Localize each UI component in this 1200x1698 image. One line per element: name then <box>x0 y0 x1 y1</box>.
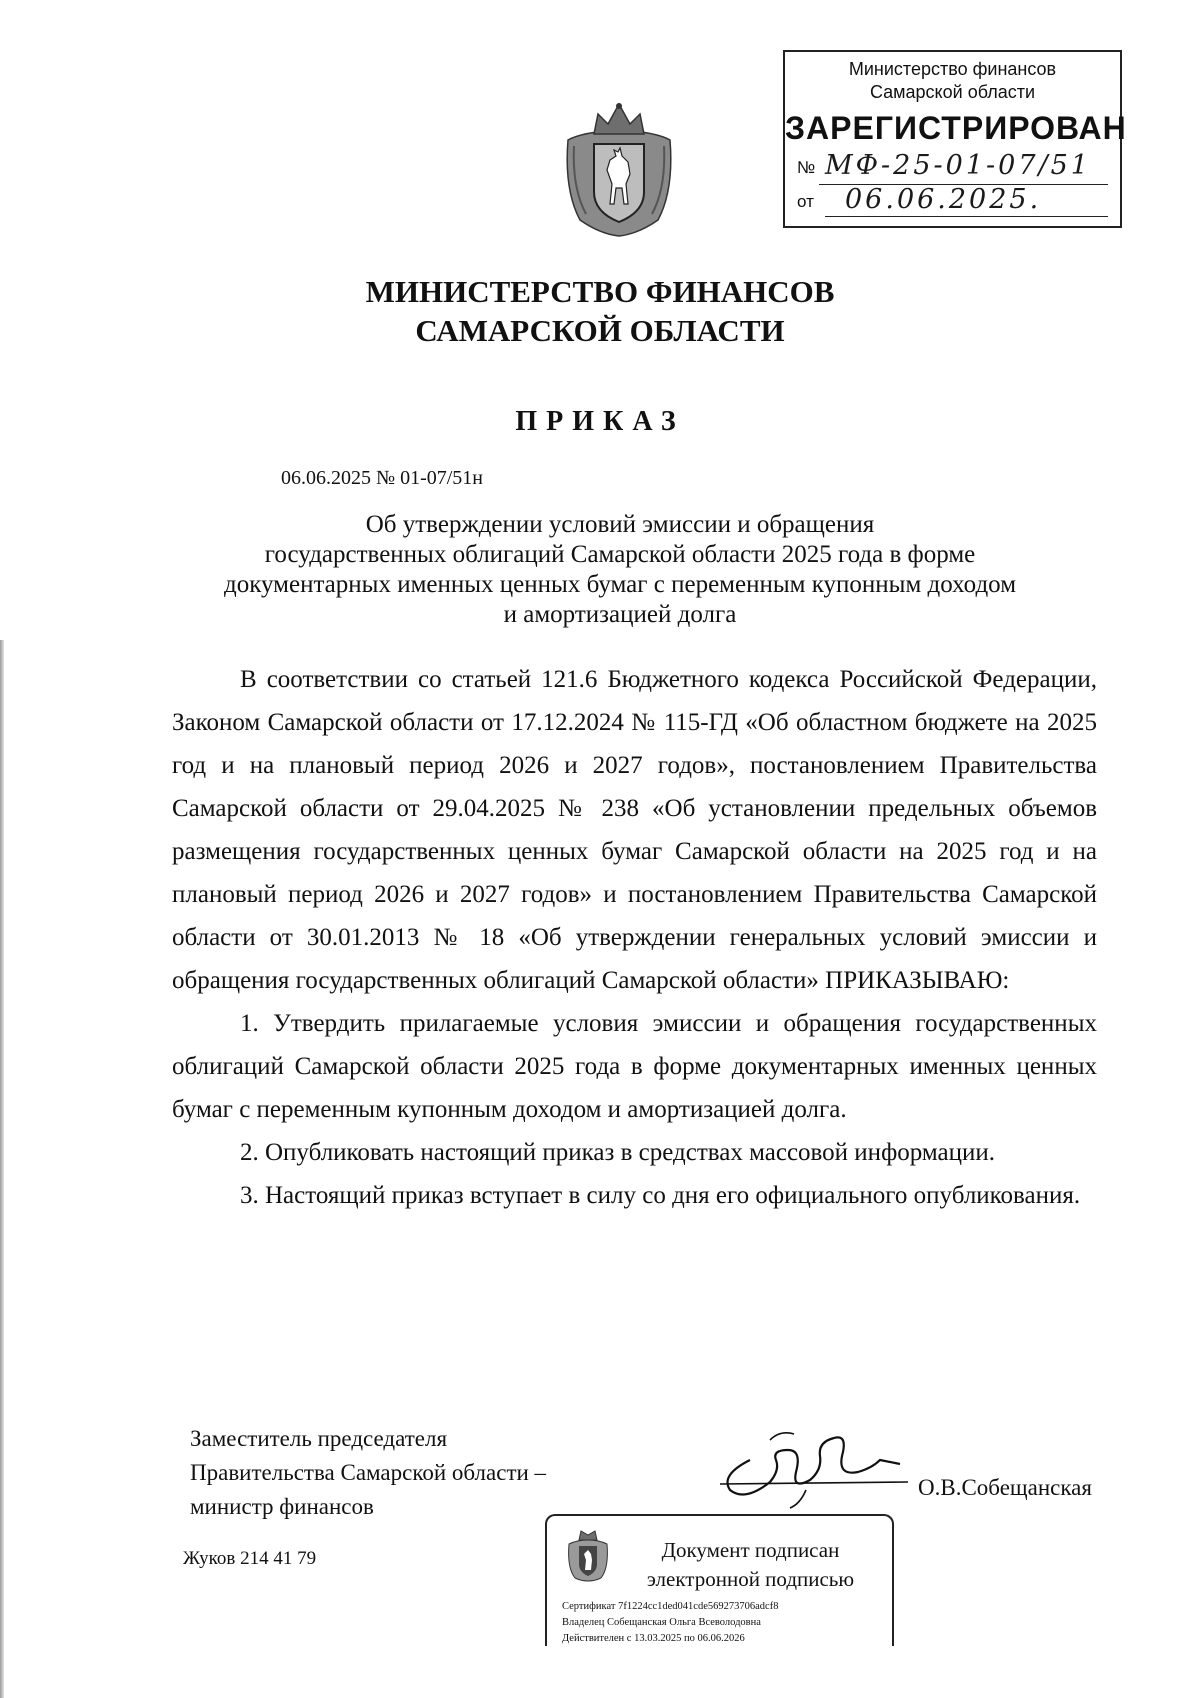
signatory-name: О.В.Собещанская <box>918 1475 1092 1500</box>
esig-heading-line1: Документ подписан <box>661 1538 840 1562</box>
esig-validity: Действителен с 13.03.2025 по 06.06.2026 <box>562 1633 745 1644</box>
handwritten-signature <box>710 1420 910 1510</box>
coat-of-arms-icon <box>560 100 678 238</box>
body-preamble: В соответствии со статьей 121.6 Бюджетного кодекса Российской Федерации, Законом Самарской области от 17.12.2024 № 115-ГД «Об областном бюджете на 2025 год и на плановый период 2026 и 2027 годов», постановлением Правительства Самарской области от 29.04.2025 № 238 «Об установлении предельных объемов размещения государственных ценных бумаг Самарской области на 2025 год и на плановый период 2026 и 2027 годов» и постановлением Правительства Самарской области от 30.01.2013 № 18 «Об утверждении генеральных условий эмиссии и обращения государственных облигаций Самарской области» ПРИКАЗЫВАЮ: <box>172 666 1097 994</box>
esig-owner: Владелец Собещанская Ольга Всеволодовна <box>562 1617 761 1628</box>
ministry-line2: САМАРСКОЙ ОБЛАСТИ <box>415 313 785 348</box>
ministry-line1: МИНИСТЕРСТВО ФИНАНСОВ <box>365 274 835 309</box>
body-item-3: 3. Настоящий приказ вступает в силу со дня его официального опубликования. <box>240 1182 1081 1209</box>
esig-certificate: Сертификат 7f1224cc1ded041cde569273706adcf8 <box>562 1601 779 1612</box>
subject-line2: государственных облигаций Самарской области 2025 года в форме <box>264 541 976 568</box>
registration-stamp <box>783 50 1127 228</box>
document-date-number: 06.06.2025 № 01-07/51н <box>281 467 484 489</box>
signatory-position-line3: министр финансов <box>190 1494 374 1519</box>
ministry-heading <box>0 272 1200 350</box>
registration-org-line2: Самарской области <box>869 82 1036 102</box>
document-body <box>172 658 1097 1217</box>
signatory-position <box>190 1422 546 1524</box>
registration-number-row <box>797 150 1091 181</box>
registration-date-label: от <box>797 192 814 211</box>
registration-date-underline <box>825 216 1108 217</box>
registration-number-value: МФ-25-01-07/51 <box>825 150 1091 181</box>
subject-line4: и амортизацией долга <box>503 601 737 628</box>
executor-contact: Жуков 214 41 79 <box>183 1548 317 1569</box>
subject-line1: Об утверждении условий эмиссии и обращения <box>365 511 875 538</box>
body-item-2: 2. Опубликовать настоящий приказ в средствах массовой информации. <box>240 1139 996 1166</box>
signatory-position-line1: Заместитель председателя <box>190 1426 448 1451</box>
subject-line3: документарных именных ценных бумаг с переменным купонным доходом <box>223 571 1017 598</box>
electronic-signature-stamp <box>545 1514 894 1646</box>
registration-stamp-organization <box>785 58 1120 104</box>
signatory-position-line2: Правительства Самарской области – <box>190 1460 547 1485</box>
esig-heading <box>617 1536 884 1594</box>
scan-edge-shadow <box>0 640 4 1698</box>
registration-stamp-title: ЗАРЕГИСТРИРОВАН <box>785 110 1127 146</box>
document-subject <box>180 510 1060 630</box>
esig-coat-of-arms-icon <box>565 1528 611 1584</box>
document-type-title: ПРИКАЗ <box>515 406 685 437</box>
registration-date-value: 06.06.2025. <box>845 184 1042 215</box>
registration-number-label: № <box>797 158 816 177</box>
body-item-1: 1. Утвердить прилагаемые условия эмиссии и обращения государственных облигаций Самарской области 2025 года в форме документарных именных ценных бумаг с переменным купонным доходом и амортизацией долга. <box>172 1010 1097 1123</box>
registration-date-row <box>797 184 1042 215</box>
esig-heading-line2: электронной подписью <box>646 1567 855 1591</box>
registration-org-line1: Министерство финансов <box>848 59 1057 79</box>
